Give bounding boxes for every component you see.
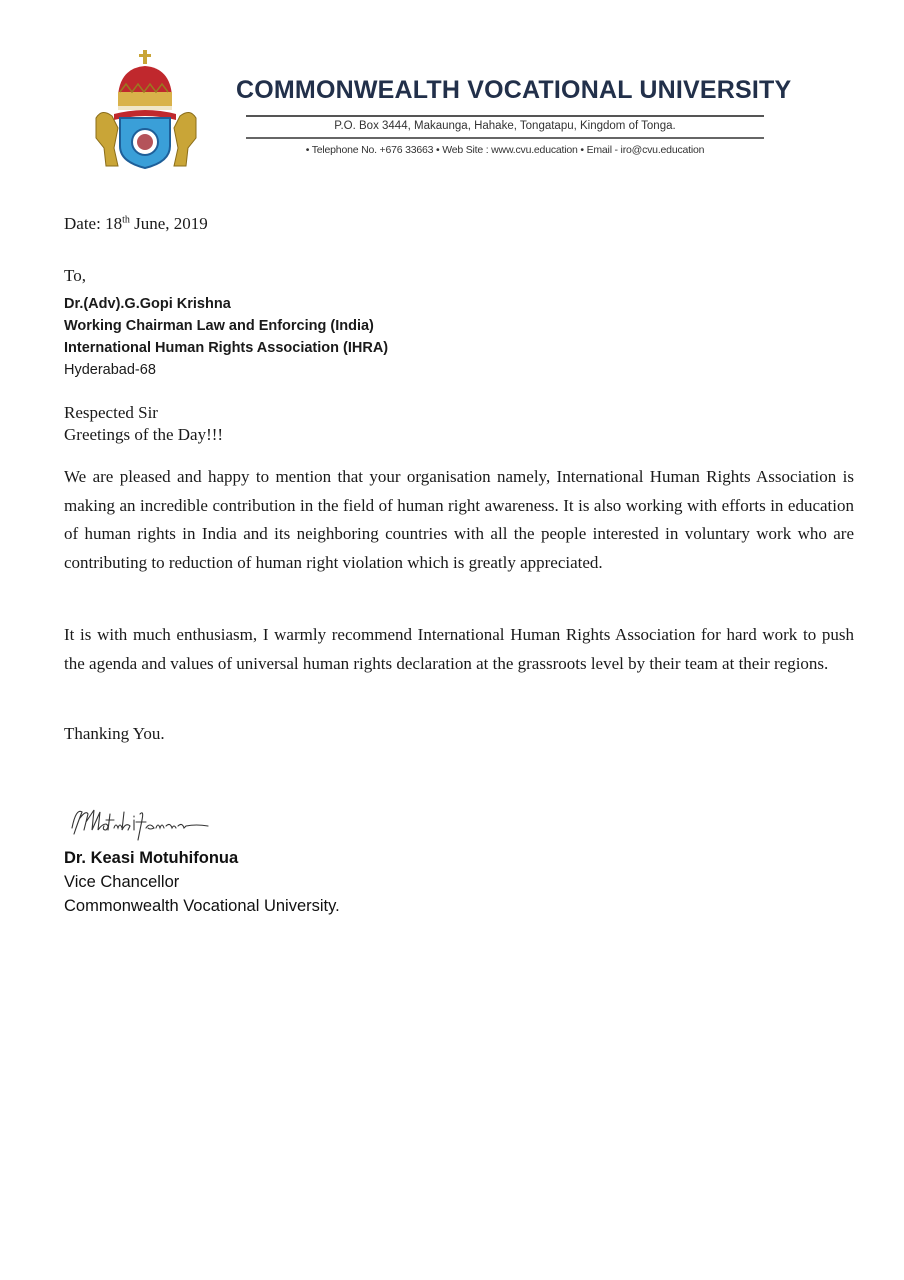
recipient-organisation: International Human Rights Association (IHRA)	[64, 340, 389, 356]
letterhead	[0, 0, 904, 190]
salutation: Respected Sir	[64, 403, 158, 422]
header-divider	[246, 137, 764, 139]
date-suffix: June, 2019	[129, 214, 208, 233]
salutation-block	[64, 402, 223, 446]
recipient-city: Hyderabad-68	[64, 362, 156, 378]
recipient-name: Dr.(Adv).G.Gopi Krishna	[64, 296, 231, 312]
university-address: P.O. Box 3444, Makaunga, Hahake, Tongatapu, Kingdom of Tonga.	[334, 120, 676, 132]
signer-block	[64, 846, 340, 918]
university-crest-icon	[84, 48, 208, 172]
signature-icon	[66, 800, 216, 842]
signer-name: Dr. Keasi Motuhifonua	[64, 849, 239, 867]
body-paragraph: We are pleased and happy to mention that your organisation namely, International Human Rights Association is making an incredible contribution in the field of human right awareness. It is also working with efforts in education of human rights in India and its neighboring countries with all the people interested in voluntary work who are contributing to reduction of human right violation which is greatly appreciated.	[64, 467, 854, 572]
university-name: COMMONWEALTH VOCATIONAL UNIVERSITY	[236, 76, 792, 104]
signer-institution: Commonwealth Vocational University.	[64, 897, 340, 915]
letter-date	[64, 214, 208, 234]
date-ordinal: th	[122, 214, 130, 226]
body-paragraph: It is with much enthusiasm, I warmly recommend International Human Rights Association for hard work to push the agenda and values of universal human rights declaration at the grassroots level by their team at their regions.	[64, 625, 854, 673]
university-contact-line: • Telephone No. +676 33663 • Web Site : www.cvu.education • Email - iro@cvu.education	[305, 144, 705, 156]
header-divider	[246, 115, 764, 117]
signer-position: Vice Chancellor	[64, 873, 180, 891]
greeting: Greetings of the Day!!!	[64, 425, 224, 444]
to-label: To,	[64, 266, 86, 285]
recipient-title: Working Chairman Law and Enforcing (India)	[64, 318, 374, 334]
recipient-block	[64, 293, 388, 381]
closing: Thanking You.	[64, 724, 165, 743]
date-prefix: Date: 18	[64, 214, 123, 233]
